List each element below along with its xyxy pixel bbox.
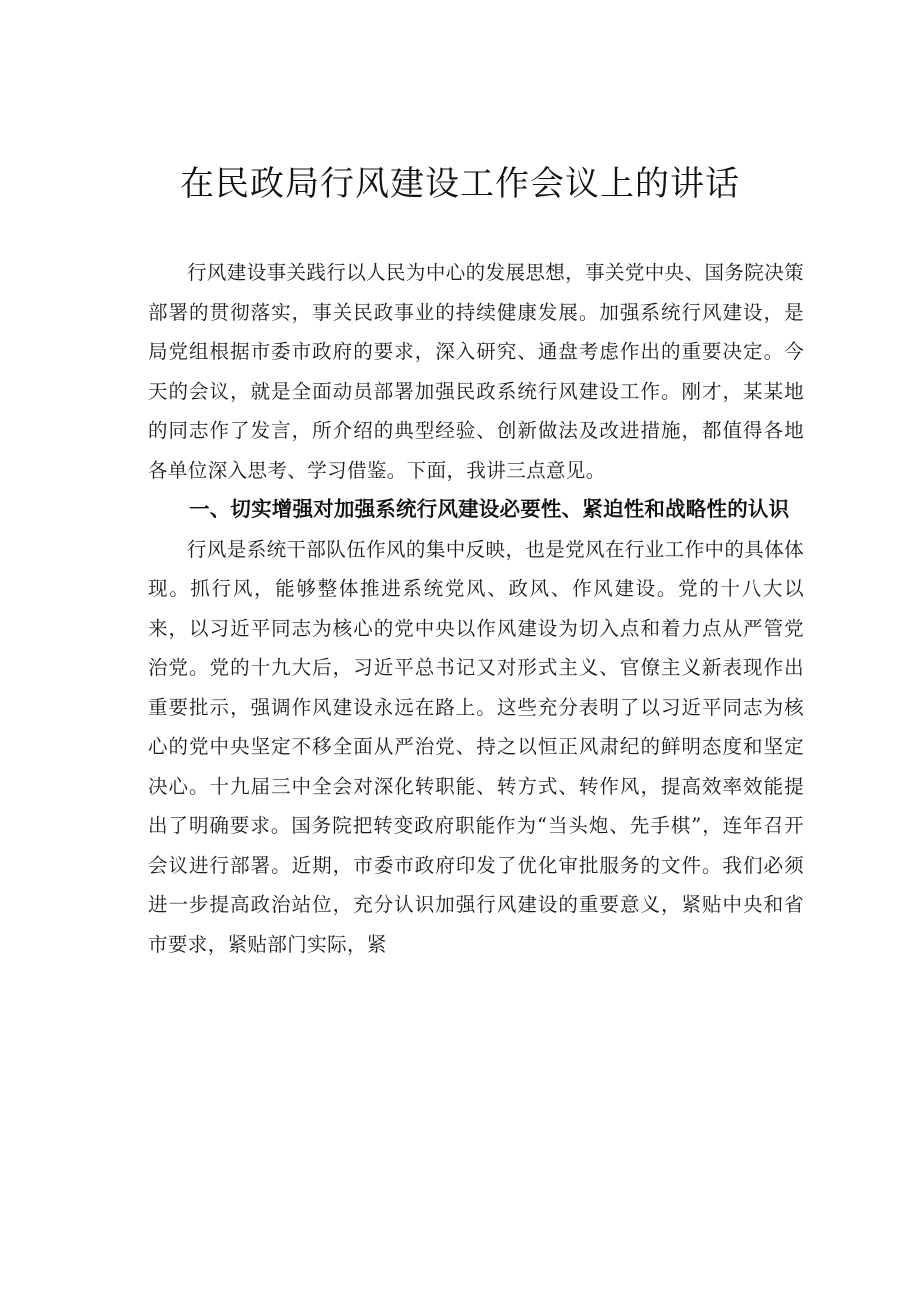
section-1-paragraph: 行风是系统干部队伍作风的集中反映，也是党风在行业工作中的具体体现。抓行风，能够整体推进系统党风、政风、作风建设。党的十八大以来，以习近平同志为核心的党中央以作风建设为切入点和着力点从严管党治党。党的十九大后，习近平总书记又对形式主义、官僚主义新表现作出重要批示，强调作风建设永远在路上。这些充分表明了以习近平同志为核心的党中央坚定不移全面从严治党、持之以恒正风肃纪的鲜明态度和坚定决心。十九届三中全会对深化转职能、转方式、转作风，提高效率效能提出了明确要求。国务院把转变政府职能作为“当头炮、先手棋”，连年召开会议进行部署。近期，市委市政府印发了优化审批服务的文件。我们必须进一步提高政治站位，充分认识加强行风建设的重要意义，紧贴中央和省市要求，紧贴部门实际，紧 bbox=[148, 537, 804, 956]
intro-paragraph: 行风建设事关践行以人民为中心的发展思想，事关党中央、国务院决策部署的贯彻落实，事关民政事业的持续健康发展。加强系统行风建设，是局党组根据市委市政府的要求，深入研究、通盘考虑作出的重要决定。今天的会议，就是全面动员部署加强民政系统行风建设工作。刚才，某某地的同志作了发言，所介绍的典型经验、创新做法及改进措施，都值得各地各单位深入思考、学习借鉴。下面，我讲三点意见。 bbox=[148, 261, 804, 482]
section-heading-1: 一、切实增强对加强系统行风建设必要性、紧迫性和战略性的认识 bbox=[189, 497, 790, 521]
document-body bbox=[148, 253, 804, 964]
document-title: 在民政局行风建设工作会议上的讲话 bbox=[180, 164, 740, 204]
